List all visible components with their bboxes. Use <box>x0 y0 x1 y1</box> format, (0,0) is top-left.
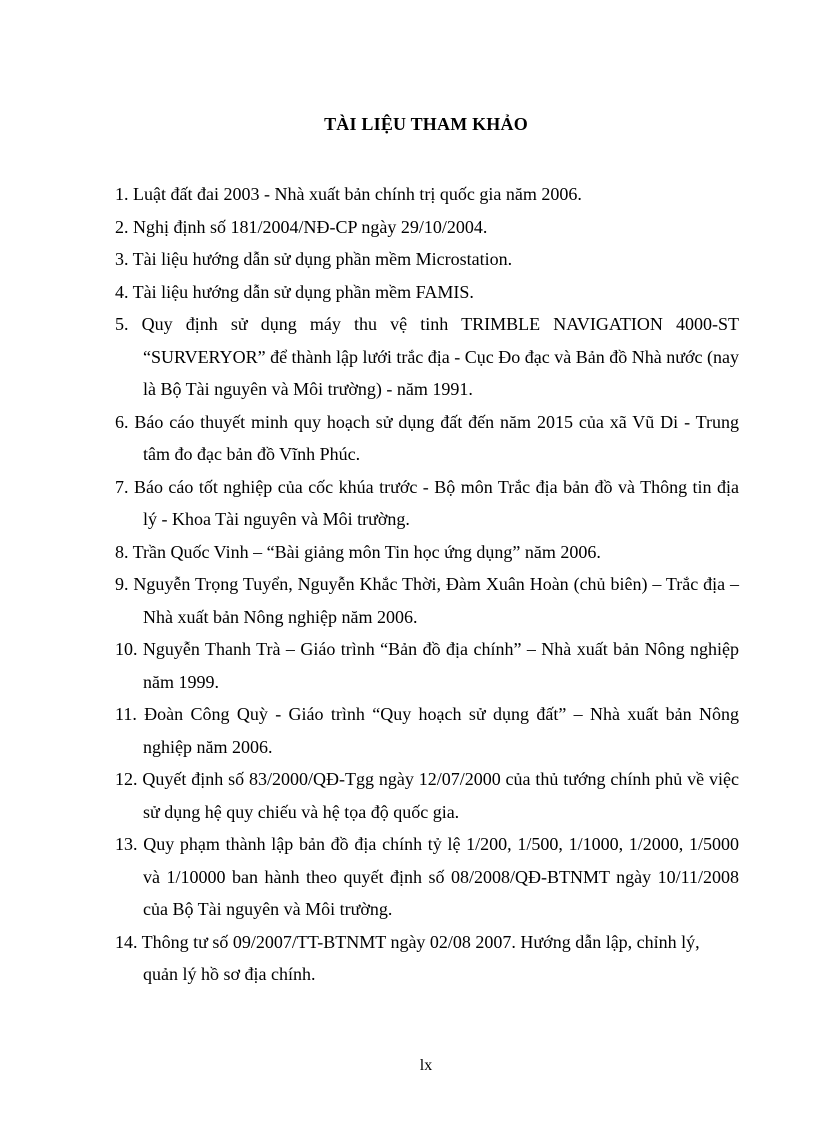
reference-item-7: 7. Báo cáo tốt nghiệp của cốc khúa trước - Bộ môn Trắc địa bản đồ và Thông tin địa lý - Khoa Tài nguyên và Môi trường. <box>115 476 739 529</box>
reference-item-1: 1. Luật đất đai 2003 - Nhà xuất bản chính trị quốc gia năm 2006. <box>115 184 582 204</box>
reference-item-4: 4. Tài liệu hướng dẫn sử dụng phần mềm FAMIS. <box>115 281 474 302</box>
reference-item-5: 5. Quy định sử dụng máy thu vệ tinh TRIMBLE NAVIGATION 4000-ST “SURVERYOR” để thành lập lưới trắc địa - Cục Đo đạc và Bản đồ Nhà nước (nay là Bộ Tài nguyên và Môi trường) - năm 1991. <box>115 314 739 399</box>
reference-item-3: 3. Tài liệu hướng dẫn sử dụng phần mềm Microstation. <box>115 249 513 269</box>
reference-item-11: 11. Đoàn Công Quỳ - Giáo trình “Quy hoạch sử dụng đất” – Nhà xuất bản Nông nghiệp năm 2006. <box>115 704 739 757</box>
reference-item-14: 14. Thông tư số 09/2007/TT-BTNMT ngày 02/08 2007. Hướng dẫn lập, chỉnh lý, quản lý hồ sơ địa chính. <box>115 931 700 984</box>
reference-list <box>115 178 739 991</box>
reference-item-6: 6. Báo cáo thuyết minh quy hoạch sử dụng đất đến năm 2015 của xã Vũ Di - Trung tâm đo đạc bản đồ Vĩnh Phúc. <box>115 411 739 464</box>
page-title: TÀI LIỆU THAM KHẢO <box>324 114 528 134</box>
reference-item-10: 10. Nguyễn Thanh Trà – Giáo trình “Bản đồ địa chính” – Nhà xuất bản Nông nghiệp năm 1999. <box>115 639 739 692</box>
reference-item-9: 9. Nguyễn Trọng Tuyển, Nguyễn Khắc Thời, Đàm Xuân Hoàn (chủ biên) – Trắc địa – Nhà xuất bản Nông nghiệp năm 2006. <box>115 574 739 627</box>
reference-item-12: 12. Quyết định số 83/2000/QĐ-Tgg ngày 12/07/2000 của thủ tướng chính phủ về việc sử dụng hệ quy chiếu và hệ tọa độ quốc gia. <box>115 769 739 822</box>
reference-item-8: 8. Trần Quốc Vinh – “Bài giảng môn Tin học ứng dụng” năm 2006. <box>115 541 601 562</box>
reference-item-2: 2. Nghị định số 181/2004/NĐ-CP ngày 29/10/2004. <box>115 216 488 237</box>
page-number: lx <box>419 1057 433 1074</box>
reference-item-13: 13. Quy phạm thành lập bản đồ địa chính tỷ lệ 1/200, 1/500, 1/1000, 1/2000, 1/5000 và 1/10000 ban hành theo quyết định số 08/2008/QĐ-BTNMT ngày 10/11/2008 của Bộ Tài nguyên và Môi trường. <box>115 834 739 919</box>
